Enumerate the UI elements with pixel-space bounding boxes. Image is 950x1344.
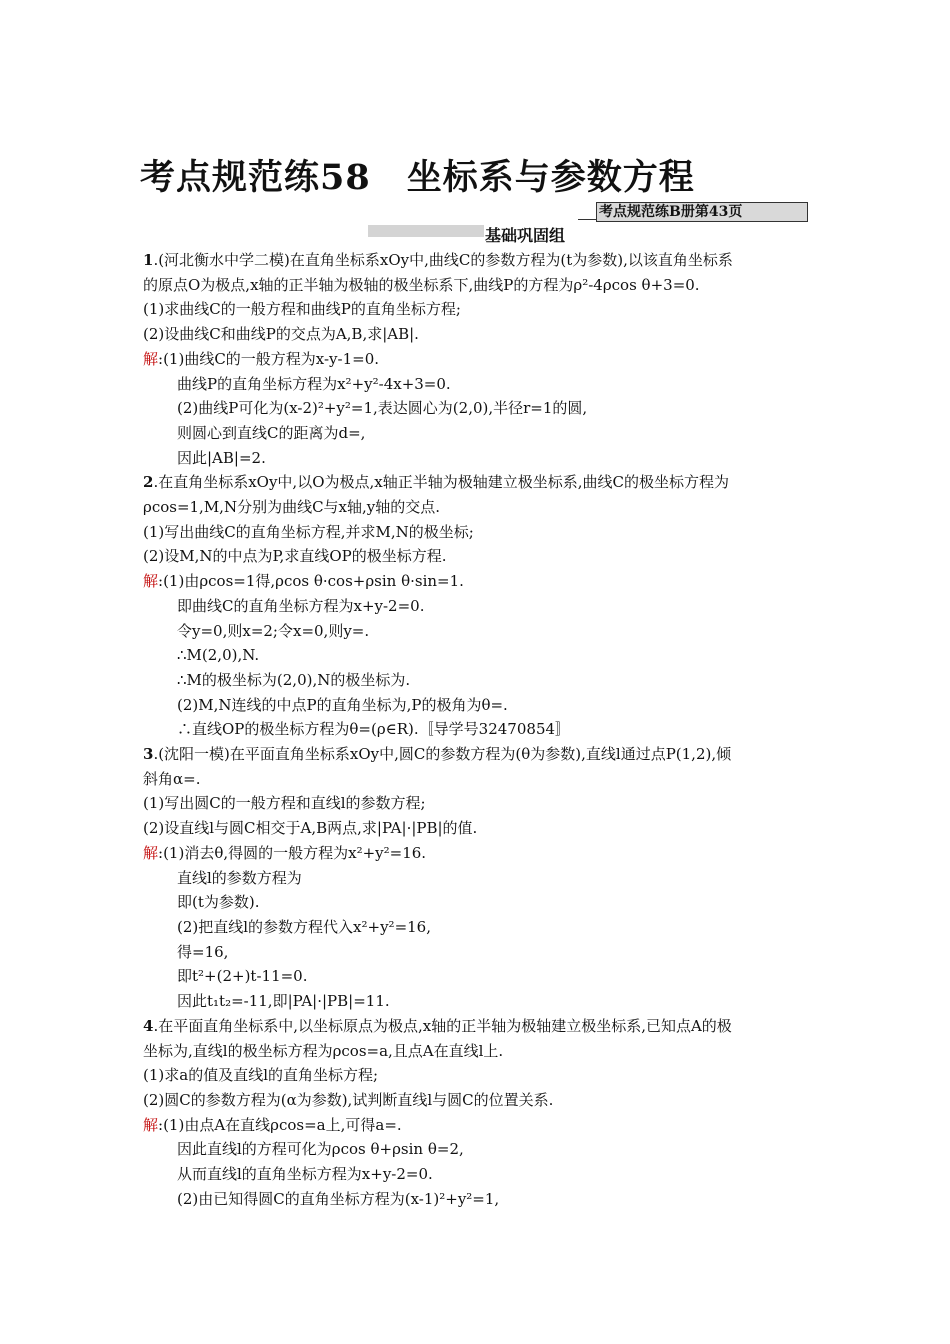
solution-line: 解:(1)消去θ,得圆的一般方程为x²+y²=16. xyxy=(143,843,427,862)
solution-line: ∴M的极坐标为(2,0),N的极坐标为. xyxy=(177,670,411,689)
solution-line: 因此直线l的方程可化为ρcos θ+ρsin θ=2, xyxy=(177,1140,464,1159)
solution-label: 解 xyxy=(143,1115,159,1134)
solution-line: (2)把直线l的参数方程代入x²+y²=16, xyxy=(177,917,431,936)
section-band xyxy=(368,225,484,237)
problem-number: 2 xyxy=(143,473,154,492)
solution-line: 则圆心到直线C的距离为d=, xyxy=(177,423,366,442)
solution-line: ∴M(2,0),N. xyxy=(177,646,260,665)
problem-line: 4.在平面直角坐标系中,以坐标原点为极点,x轴的正半轴为极轴建立极坐标系,已知点A的极 xyxy=(143,1016,732,1035)
solution-line: 解:(1)由点A在直线ρcos=a上,可得a=. xyxy=(143,1115,402,1134)
problem-line: 坐标为,直线l的极坐标方程为ρcos=a,且点A在直线l上. xyxy=(143,1041,504,1060)
solution-label: 解 xyxy=(143,843,159,862)
solution-line: 令y=0,则x=2;令x=0,则y=. xyxy=(177,621,370,640)
section-title: 基础巩固组 xyxy=(485,226,566,245)
solution-line: 曲线P的直角坐标方程为x²+y²-4x+3=0. xyxy=(177,374,451,393)
problem-line: (2)设曲线C和曲线P的交点为A,B,求|AB|. xyxy=(143,325,419,344)
solution-line: 从而直线l的直角坐标方程为x+y-2=0. xyxy=(177,1165,433,1184)
problem-number: 3 xyxy=(143,745,154,764)
solution-line: 因此|AB|=2. xyxy=(177,448,266,467)
solution-line: 即曲线C的直角坐标方程为x+y-2=0. xyxy=(177,596,425,615)
problem-line: (1)写出曲线C的直角坐标方程,并求M,N的极坐标; xyxy=(143,522,474,541)
problem-line: 斜角α=. xyxy=(143,769,201,788)
problem-2 xyxy=(143,470,808,742)
problem-list xyxy=(143,248,808,1211)
solution-line: 即t²+(2+)t-11=0. xyxy=(177,967,308,986)
solution-line: 因此t₁t₂=-11,即|PA|·|PB|=11. xyxy=(177,992,390,1011)
solution-line: 解:(1)曲线C的一般方程为x-y-1=0. xyxy=(143,349,380,368)
problem-line: (2)设直线l与圆C相交于A,B两点,求|PA|·|PB|的值. xyxy=(143,819,478,838)
problem-number: 1 xyxy=(143,251,154,269)
solution-line: ∴直线OP的极坐标方程为θ=(ρ∈R).〚导学号32470854〛 xyxy=(177,720,571,739)
problem-3 xyxy=(143,742,808,1014)
solution-line: 直线l的参数方程为 xyxy=(177,868,302,887)
problem-line: (1)写出圆C的一般方程和直线l的参数方程; xyxy=(143,794,426,813)
problem-line: (2)设M,N的中点为P,求直线OP的极坐标方程. xyxy=(143,547,447,566)
problem-line: 2.在直角坐标系xOy中,以O为极点,x轴正半轴为极轴建立极坐标系,曲线C的极坐标方程为 xyxy=(143,473,729,492)
problem-line: 1.(河北衡水中学二模)在直角坐标系xOy中,曲线C的参数方程为(t为参数),以该直角坐标系 xyxy=(143,251,733,269)
book-reference-box: 考点规范练B册第43页 xyxy=(596,202,808,222)
problem-4 xyxy=(143,1014,808,1212)
solution-label: 解 xyxy=(143,572,159,591)
problem-number: 4 xyxy=(143,1016,154,1035)
solution-line: 得=16, xyxy=(177,942,229,961)
problem-1 xyxy=(143,248,808,470)
problem-line: (2)圆C的参数方程为(α为参数),试判断直线l与圆C的位置关系. xyxy=(143,1090,554,1109)
page-title: 考点规范练58 坐标系与参数方程 xyxy=(140,157,695,198)
problem-line: 3.(沈阳一模)在平面直角坐标系xOy中,圆C的参数方程为(θ为参数),直线l通过点P(1,2),倾 xyxy=(143,745,732,764)
solution-label: 解 xyxy=(143,349,159,368)
solution-line: (2)由已知得圆C的直角坐标方程为(x-1)²+y²=1, xyxy=(177,1189,500,1208)
problem-line: (1)求曲线C的一般方程和曲线P的直角坐标方程; xyxy=(143,300,461,319)
problem-line: ρcos=1,M,N分别为曲线C与x轴,y轴的交点. xyxy=(143,498,441,517)
problem-line: 的原点O为极点,x轴的正半轴为极轴的极坐标系下,曲线P的方程为ρ²-4ρcos θ+3=0. xyxy=(143,275,700,294)
solution-line: (2)曲线P可化为(x-2)²+y²=1,表达圆心为(2,0),半径r=1的圆, xyxy=(177,399,588,418)
solution-line: 即(t为参数). xyxy=(177,893,260,912)
problem-line: (1)求a的值及直线l的直角坐标方程; xyxy=(143,1066,379,1085)
reference-leader-line xyxy=(578,219,596,220)
solution-line: (2)M,N连线的中点P的直角坐标为,P的极角为θ=. xyxy=(177,695,508,714)
solution-line: 解:(1)由ρcos=1得,ρcos θ·cos+ρsin θ·sin=1. xyxy=(143,572,464,591)
